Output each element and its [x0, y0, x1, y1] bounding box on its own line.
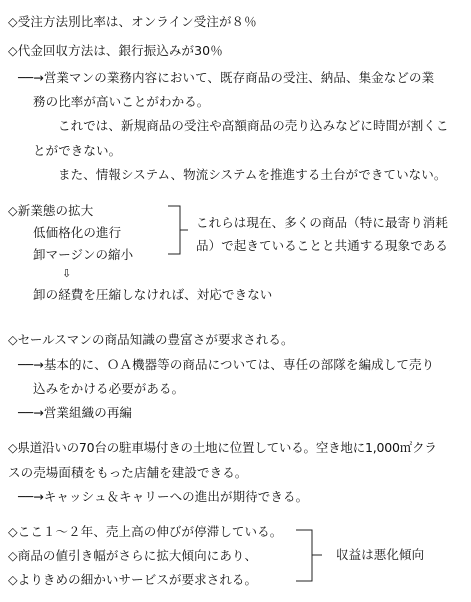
s5-item-3: ◇よりきめの細かいサービスが要求される。 — [8, 572, 258, 587]
s2-note-2: 品）で起きていることと共通する現象である — [196, 238, 449, 253]
s3-line-3: 込みをかける必要がある。 — [33, 381, 185, 396]
s1-line-1: ◇受注方法別比率は、オンライン受注が８％ — [8, 14, 257, 29]
down-arrow-icon: ⇩ — [62, 267, 72, 280]
s2-note-1: これらは現在、多くの商品（特に最寄り消耗 — [196, 215, 449, 230]
s5-item-1: ◇ここ１～２年、売上高の伸びが停滞している。 — [8, 524, 283, 539]
s1-line-6: とができない。 — [33, 143, 122, 158]
s1-line-3: ──→営業マンの業務内容において、既存商品の受注、納品、集金などの業 — [18, 70, 435, 85]
s3-line-1: ◇セールスマンの商品知識の豊富さが要求される。 — [8, 332, 294, 347]
s1-line-4: 務の比率が高いことがわかる。 — [33, 94, 210, 109]
s2-result: 卸の経費を圧縮しなければ、対応できない — [33, 287, 273, 302]
s2-item-2: 低価格化の進行 — [33, 225, 122, 240]
s4-line-1: ◇県道沿いの70台の駐車場付きの土地に位置している。空き地に1,000㎡クラ — [8, 440, 437, 455]
s1-line-2: ◇代金回収方法は、銀行振込みが30％ — [8, 43, 223, 58]
s3-line-4: ──→営業組織の再編 — [18, 405, 133, 420]
s5-bracket — [296, 529, 322, 583]
s2-item-3: 卸マージンの縮小 — [33, 247, 134, 262]
s2-item-1: ◇新業態の拡大 — [8, 203, 94, 218]
s1-line-5: これでは、新規商品の受注や高額商品の売り込みなどに時間が割くこ — [58, 118, 449, 133]
s5-note: 収益は悪化傾向 — [336, 547, 425, 562]
s4-line-3: ──→キャッシュ＆キャリーへの進出が期待できる。 — [18, 489, 309, 504]
s3-line-2: ──→基本的に、ＯＡ機器等の商品については、専任の部隊を編成して売り — [18, 357, 435, 372]
s1-line-7: また、情報システム、物流システムを推進する土台ができていない。 — [58, 167, 447, 182]
s2-bracket — [168, 205, 188, 255]
s5-item-2: ◇商品の値引き幅がさらに拡大傾向にあり、 — [8, 548, 258, 563]
s4-line-2: スの売場面積をもった店舗を建設できる。 — [8, 465, 248, 480]
